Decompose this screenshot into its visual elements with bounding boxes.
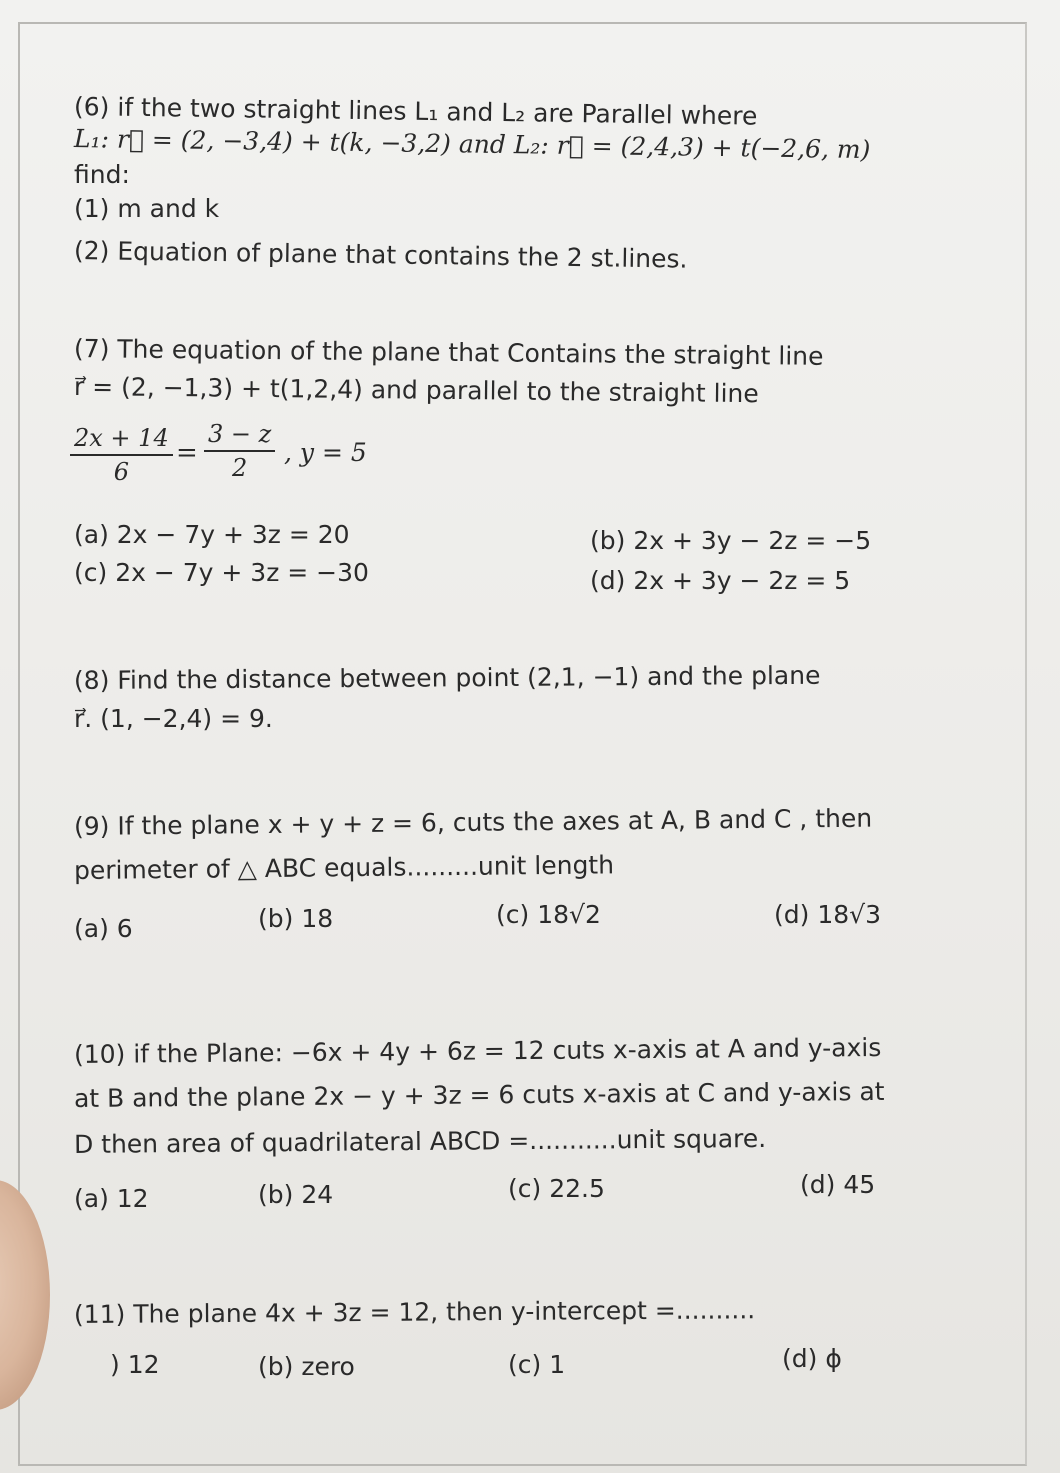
q10-option-c: (c) 22.5 [508,1174,605,1203]
q10-line1: (10) if the Plane: −6x + 4y + 6z = 12 cuts x-axis at A and y-axis [73,1032,882,1069]
q7-fraction-1-numerator: 2x + 14 [70,424,173,456]
q7-option-c: (c) 2x − 7y + 3z = −30 [74,558,369,587]
q11-option-d: (d) ϕ [782,1344,842,1373]
q9-option-c: (c) 18√2 [496,900,601,929]
q10-line3: D then area of quadrilateral ABCD =...........unit square. [73,1123,767,1159]
q7-equals-sign: = [176,438,198,468]
q6-line1: (6) if the two straight lines L₁ and L₂ are Parallel where [73,92,758,131]
q7-fraction-2-denominator: 2 [232,454,248,482]
q7-tail: , y = 5 [284,438,367,467]
q9-option-b: (b) 18 [258,904,334,933]
q11-option-a: ) 12 [110,1350,160,1379]
q7-option-d: (d) 2x + 3y − 2z = 5 [590,566,851,595]
q8-line2: r⃗. (1, −2,4) = 9. [74,704,273,733]
q9-option-d: (d) 18√3 [774,900,881,929]
q6-line5: (2) Equation of plane that contains the 2 st.lines. [73,236,688,274]
q6-line2: L₁: r⃗ = (2, −3,4) + t(k, −3,2) and L₂: r⃗ = (2,4,3) + t(−2,6, m) [73,124,871,165]
q7-option-a: (a) 2x − 7y + 3z = 20 [74,520,350,549]
q10-option-d: (d) 45 [800,1170,876,1199]
q10-option-a: (a) 12 [74,1184,149,1213]
q9-option-a: (a) 6 [74,914,133,943]
q7-fraction-2 [204,420,275,482]
q6-line3: find: [74,160,130,189]
q9-line1: (9) If the plane x + y + z = 6, cuts the axes at A, B and C , then [73,803,873,841]
q9-line2: perimeter of △ ABC equals.........unit length [73,850,615,885]
q10-option-b: (b) 24 [258,1180,334,1209]
q7-line2: r⃗ = (2, −1,3) + t(1,2,4) and parallel to the straight line [73,372,759,409]
q7-fraction-1-denominator: 6 [113,458,129,486]
q10-line2: at B and the plane 2x − y + 3z = 6 cuts x-axis at C and y-axis at [73,1076,885,1113]
q6-line4: (1) m and k [74,194,220,223]
q7-fraction-2-numerator: 3 − z [204,420,275,452]
q7-fraction-1 [70,424,173,486]
q11-option-c: (c) 1 [508,1350,566,1379]
q7-line1: (7) The equation of the plane that Contains the straight line [73,334,824,371]
q11-option-b: (b) zero [258,1352,355,1381]
q7-option-b: (b) 2x + 3y − 2z = −5 [590,526,872,555]
q8-line1: (8) Find the distance between point (2,1, −1) and the plane [73,660,821,695]
q11-line1: (11) The plane 4x + 3z = 12, then y-intercept =.......... [73,1295,756,1329]
